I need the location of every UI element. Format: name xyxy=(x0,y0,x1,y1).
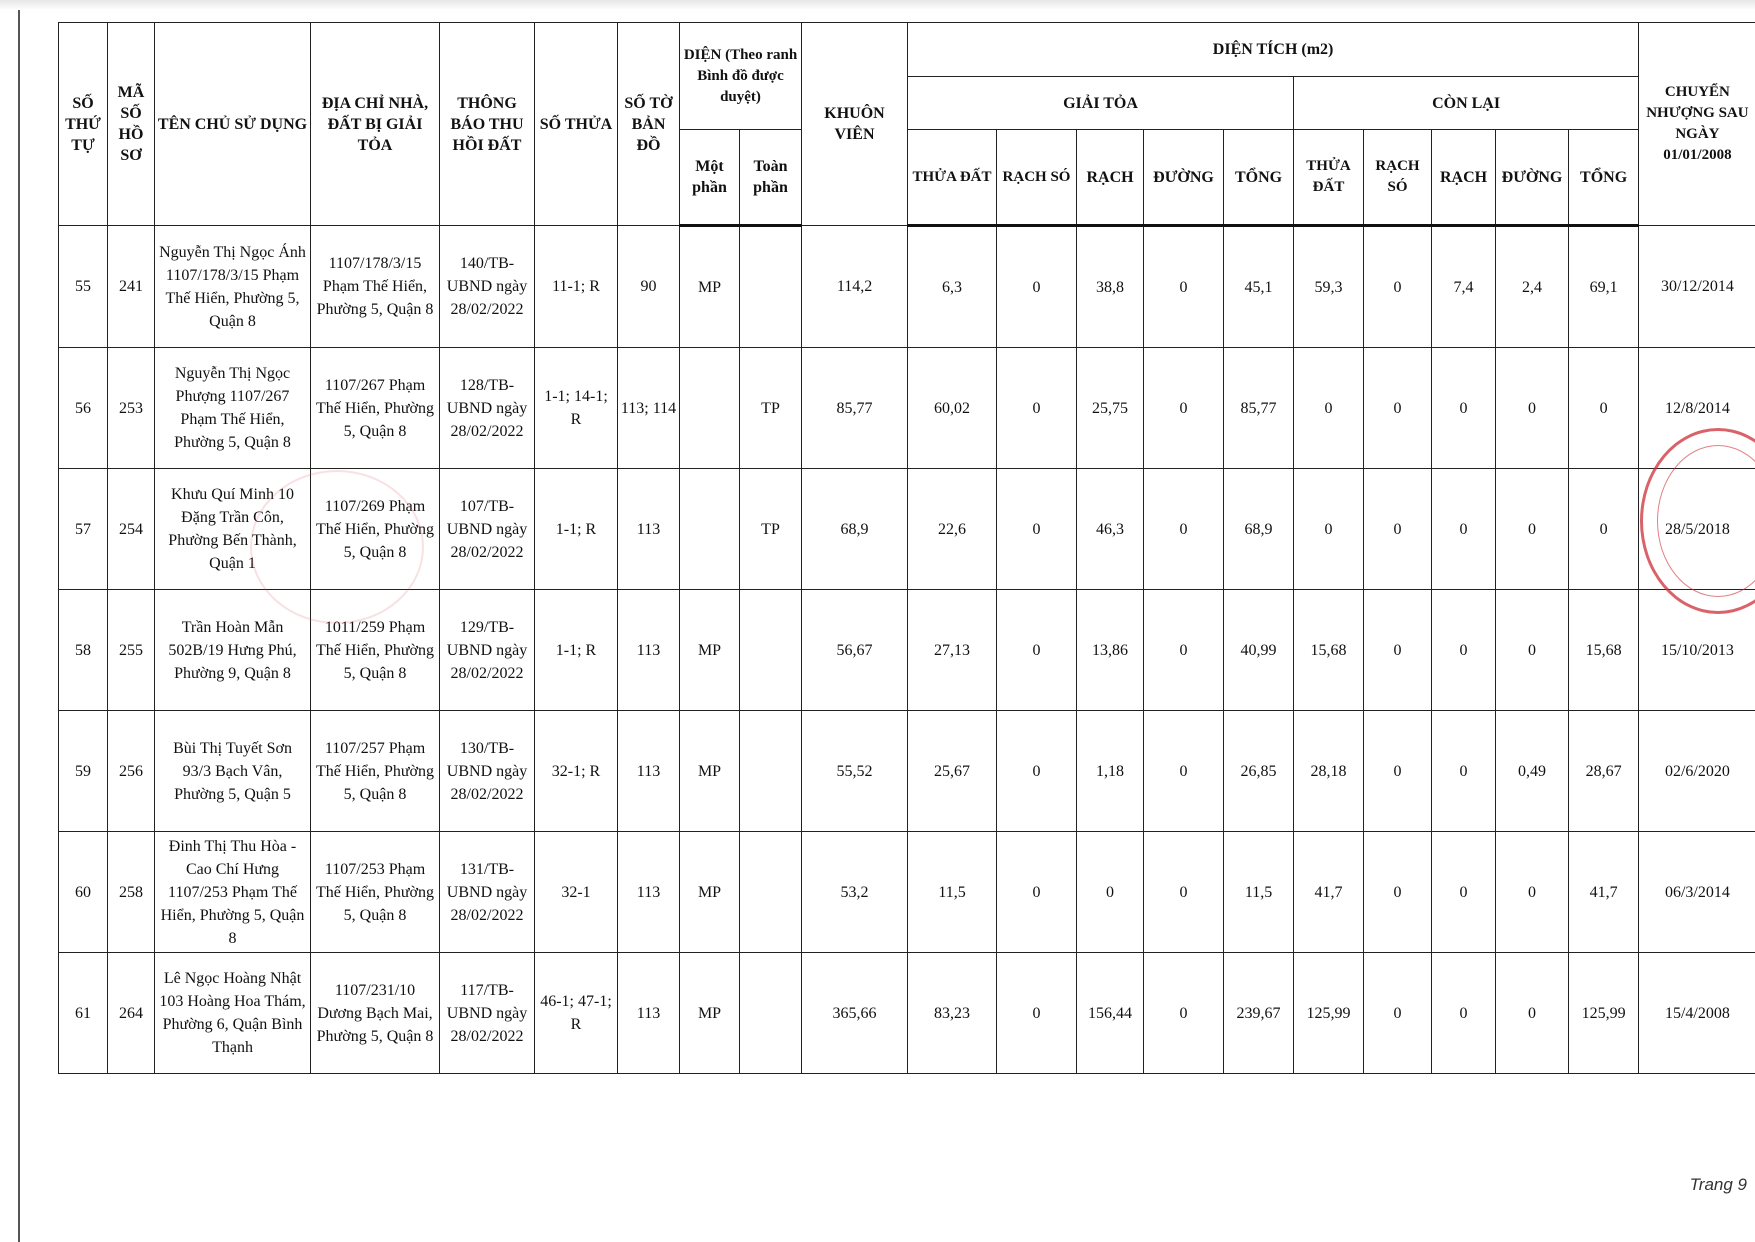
cell-cl-thua: 125,99 xyxy=(1294,953,1364,1074)
cell-cl-duong: 0 xyxy=(1496,953,1569,1074)
cell-toan-phan: TP xyxy=(740,348,802,469)
cell-chuyen-nhuong: 28/5/2018 xyxy=(1639,469,1755,590)
cell-stt: 56 xyxy=(59,348,108,469)
cell-thong-bao: 128/TB-UBND ngày 28/02/2022 xyxy=(440,348,535,469)
cell-cl-tong: 0 xyxy=(1569,469,1639,590)
cell-chuyen-nhuong: 15/4/2008 xyxy=(1639,953,1755,1074)
cell-cl-rach: 7,4 xyxy=(1432,226,1496,348)
cell-gt-tong: 68,9 xyxy=(1224,469,1294,590)
cell-gt-tong: 45,1 xyxy=(1224,226,1294,348)
cell-toan-phan xyxy=(740,832,802,953)
cell-mot-phan: MP xyxy=(680,711,740,832)
cell-thong-bao: 129/TB-UBND ngày 28/02/2022 xyxy=(440,590,535,711)
cell-mot-phan: MP xyxy=(680,226,740,348)
cell-ten: Nguyễn Thị Ngọc Phượng 1107/267 Phạm Thế Hiển, Phường 5, Quận 8 xyxy=(155,348,311,469)
cell-ma: 264 xyxy=(108,953,155,1074)
cell-cl-rach-so: 0 xyxy=(1364,832,1432,953)
table-row xyxy=(59,590,1755,711)
cell-gt-thua: 25,67 xyxy=(908,711,997,832)
cell-thong-bao: 130/TB-UBND ngày 28/02/2022 xyxy=(440,711,535,832)
cell-gt-duong: 0 xyxy=(1144,348,1224,469)
cell-chuyen-nhuong: 12/8/2014 xyxy=(1639,348,1755,469)
cell-cl-thua: 59,3 xyxy=(1294,226,1364,348)
cell-khuon-vien: 365,66 xyxy=(802,953,908,1074)
cell-gt-rach-so: 0 xyxy=(997,832,1077,953)
cell-gt-duong: 0 xyxy=(1144,226,1224,348)
cell-ma: 258 xyxy=(108,832,155,953)
cell-thong-bao: 107/TB-UBND ngày 28/02/2022 xyxy=(440,469,535,590)
cell-cl-rach: 0 xyxy=(1432,832,1496,953)
cell-so-to: 113; 114 xyxy=(618,348,680,469)
header-cl-rach: RẠCH xyxy=(1432,130,1496,226)
cell-cl-rach: 0 xyxy=(1432,469,1496,590)
cell-gt-thua: 27,13 xyxy=(908,590,997,711)
cell-ma: 253 xyxy=(108,348,155,469)
cell-toan-phan xyxy=(740,590,802,711)
cell-khuon-vien: 56,67 xyxy=(802,590,908,711)
cell-gt-thua: 11,5 xyxy=(908,832,997,953)
header-mot-phan: Một phần xyxy=(680,130,740,226)
cell-khuon-vien: 85,77 xyxy=(802,348,908,469)
header-con-lai: CÒN LẠI xyxy=(1294,77,1639,130)
header-cl-thua-dat: THỬA ĐẤT xyxy=(1294,130,1364,226)
table-row xyxy=(59,226,1755,348)
cell-thong-bao: 140/TB-UBND ngày 28/02/2022 xyxy=(440,226,535,348)
cell-gt-duong: 0 xyxy=(1144,832,1224,953)
cell-gt-tong: 85,77 xyxy=(1224,348,1294,469)
cell-ten: Nguyễn Thị Ngọc Ánh 1107/178/3/15 Phạm Thế Hiển, Phường 5, Quận 8 xyxy=(155,226,311,348)
header-chuyen-nhuong: CHUYỂN NHƯỢNG SAU NGÀY 01/01/2008 xyxy=(1639,23,1755,226)
cell-cl-thua: 0 xyxy=(1294,469,1364,590)
cell-thong-bao: 117/TB-UBND ngày 28/02/2022 xyxy=(440,953,535,1074)
header-cl-tong: TỔNG xyxy=(1569,130,1639,226)
cell-so-thua: 46-1; 47-1; R xyxy=(535,953,618,1074)
cell-cl-tong: 28,67 xyxy=(1569,711,1639,832)
cell-stt: 59 xyxy=(59,711,108,832)
header-gt-rach-so: RẠCH SÓ xyxy=(997,130,1077,226)
cell-mot-phan: MP xyxy=(680,953,740,1074)
cell-gt-rach-so: 0 xyxy=(997,590,1077,711)
header-dien-group: DIỆN (Theo ranh Bình đồ được duyệt) xyxy=(680,23,802,130)
cell-so-thua: 1-1; 14-1; R xyxy=(535,348,618,469)
cell-dia-chi: 1107/178/3/15 Phạm Thế Hiển, Phường 5, Quận 8 xyxy=(311,226,440,348)
cell-cl-duong: 0,49 xyxy=(1496,711,1569,832)
header-giai-toa: GIẢI TỎA xyxy=(908,77,1294,130)
table-row xyxy=(59,953,1755,1074)
cell-gt-rach: 156,44 xyxy=(1077,953,1144,1074)
cell-toan-phan xyxy=(740,953,802,1074)
cell-cl-rach-so: 0 xyxy=(1364,953,1432,1074)
cell-gt-tong: 26,85 xyxy=(1224,711,1294,832)
cell-dia-chi: 1107/269 Phạm Thế Hiển, Phường 5, Quận 8 xyxy=(311,469,440,590)
cell-so-to: 113 xyxy=(618,832,680,953)
cell-cl-duong: 0 xyxy=(1496,348,1569,469)
cell-toan-phan: TP xyxy=(740,469,802,590)
header-gt-tong: TỔNG xyxy=(1224,130,1294,226)
header-dia-chi: ĐỊA CHỈ NHÀ, ĐẤT BỊ GIẢI TỎA xyxy=(311,23,440,226)
cell-gt-thua: 83,23 xyxy=(908,953,997,1074)
cell-stt: 61 xyxy=(59,953,108,1074)
header-gt-duong: ĐƯỜNG xyxy=(1144,130,1224,226)
cell-toan-phan xyxy=(740,226,802,348)
cell-stt: 60 xyxy=(59,832,108,953)
cell-gt-duong: 0 xyxy=(1144,590,1224,711)
cell-so-thua: 32-1; R xyxy=(535,711,618,832)
cell-gt-thua: 6,3 xyxy=(908,226,997,348)
header-khuon-vien: KHUÔN VIÊN xyxy=(802,23,908,226)
cell-cl-duong: 0 xyxy=(1496,469,1569,590)
cell-ma: 255 xyxy=(108,590,155,711)
header-so-to: SỐ TỜ BẢN ĐỒ xyxy=(618,23,680,226)
cell-cl-tong: 125,99 xyxy=(1569,953,1639,1074)
cell-cl-rach: 0 xyxy=(1432,348,1496,469)
land-clearance-sheet xyxy=(58,22,1755,1074)
cell-khuon-vien: 68,9 xyxy=(802,469,908,590)
cell-dia-chi: 1107/267 Phạm Thế Hiển, Phường 5, Quận 8 xyxy=(311,348,440,469)
cell-cl-duong: 0 xyxy=(1496,590,1569,711)
cell-thong-bao: 131/TB-UBND ngày 28/02/2022 xyxy=(440,832,535,953)
cell-gt-tong: 40,99 xyxy=(1224,590,1294,711)
cell-gt-tong: 239,67 xyxy=(1224,953,1294,1074)
cell-gt-rach-so: 0 xyxy=(997,348,1077,469)
cell-cl-tong: 15,68 xyxy=(1569,590,1639,711)
cell-ten: Khưu Quí Minh 10 Đặng Trần Côn, Phường Bến Thành, Quận 1 xyxy=(155,469,311,590)
cell-cl-tong: 0 xyxy=(1569,348,1639,469)
table-row xyxy=(59,832,1755,953)
scan-edge-top xyxy=(0,0,1755,10)
cell-mot-phan xyxy=(680,348,740,469)
cell-cl-rach: 0 xyxy=(1432,590,1496,711)
cell-dia-chi: 1107/257 Phạm Thế Hiển, Phường 5, Quận 8 xyxy=(311,711,440,832)
cell-gt-rach: 38,8 xyxy=(1077,226,1144,348)
cell-gt-rach-so: 0 xyxy=(997,469,1077,590)
cell-gt-thua: 60,02 xyxy=(908,348,997,469)
cell-cl-rach-so: 0 xyxy=(1364,711,1432,832)
page-number: Trang 9 xyxy=(1689,1175,1747,1194)
cell-mot-phan xyxy=(680,469,740,590)
cell-cl-rach-so: 0 xyxy=(1364,348,1432,469)
header-gt-thua-dat: THỬA ĐẤT xyxy=(908,130,997,226)
cell-stt: 57 xyxy=(59,469,108,590)
cell-cl-rach-so: 0 xyxy=(1364,226,1432,348)
header-stt: SỐ THỨ TỰ xyxy=(59,23,108,226)
cell-cl-tong: 41,7 xyxy=(1569,832,1639,953)
cell-cl-rach: 0 xyxy=(1432,953,1496,1074)
cell-stt: 58 xyxy=(59,590,108,711)
header-toan-phan: Toàn phần xyxy=(740,130,802,226)
table-body xyxy=(59,226,1755,1074)
cell-gt-rach-so: 0 xyxy=(997,953,1077,1074)
cell-gt-duong: 0 xyxy=(1144,953,1224,1074)
cell-ma: 241 xyxy=(108,226,155,348)
cell-gt-tong: 11,5 xyxy=(1224,832,1294,953)
cell-gt-rach: 25,75 xyxy=(1077,348,1144,469)
cell-gt-rach: 0 xyxy=(1077,832,1144,953)
cell-khuon-vien: 53,2 xyxy=(802,832,908,953)
cell-cl-thua: 0 xyxy=(1294,348,1364,469)
header-cl-rach-so: RẠCH SÓ xyxy=(1364,130,1432,226)
cell-ma: 256 xyxy=(108,711,155,832)
cell-khuon-vien: 55,52 xyxy=(802,711,908,832)
header-gt-rach: RẠCH xyxy=(1077,130,1144,226)
cell-so-to: 113 xyxy=(618,711,680,832)
header-so-thua: SỐ THỬA xyxy=(535,23,618,226)
land-clearance-table xyxy=(58,22,1755,1074)
table-header xyxy=(59,23,1755,226)
cell-so-thua: 1-1; R xyxy=(535,469,618,590)
cell-so-thua: 32-1 xyxy=(535,832,618,953)
cell-so-thua: 11-1; R xyxy=(535,226,618,348)
cell-toan-phan xyxy=(740,711,802,832)
cell-dia-chi: 1107/253 Phạm Thế Hiển, Phường 5, Quận 8 xyxy=(311,832,440,953)
cell-gt-rach: 13,86 xyxy=(1077,590,1144,711)
cell-gt-duong: 0 xyxy=(1144,469,1224,590)
cell-gt-duong: 0 xyxy=(1144,711,1224,832)
cell-so-thua: 1-1; R xyxy=(535,590,618,711)
cell-so-to: 113 xyxy=(618,469,680,590)
cell-khuon-vien: 114,2 xyxy=(802,226,908,348)
cell-stt: 55 xyxy=(59,226,108,348)
cell-mot-phan: MP xyxy=(680,590,740,711)
cell-chuyen-nhuong: 02/6/2020 xyxy=(1639,711,1755,832)
cell-gt-rach: 46,3 xyxy=(1077,469,1144,590)
header-thong-bao: THÔNG BÁO THU HỒI ĐẤT xyxy=(440,23,535,226)
cell-chuyen-nhuong: 15/10/2013 xyxy=(1639,590,1755,711)
cell-chuyen-nhuong: 06/3/2014 xyxy=(1639,832,1755,953)
cell-ten: Trần Hoàn Mẫn 502B/19 Hưng Phú, Phường 9, Quận 8 xyxy=(155,590,311,711)
header-ten-chu: TÊN CHỦ SỬ DỤNG xyxy=(155,23,311,226)
table-row xyxy=(59,348,1755,469)
cell-so-to: 113 xyxy=(618,590,680,711)
cell-so-to: 113 xyxy=(618,953,680,1074)
cell-dia-chi: 1107/231/10 Dương Bạch Mai, Phường 5, Quận 8 xyxy=(311,953,440,1074)
cell-gt-rach-so: 0 xyxy=(997,226,1077,348)
table-row xyxy=(59,469,1755,590)
header-ma-ho-so: MÃ SỐ HỒ SƠ xyxy=(108,23,155,226)
cell-cl-rach-so: 0 xyxy=(1364,469,1432,590)
cell-cl-duong: 0 xyxy=(1496,832,1569,953)
cell-gt-rach-so: 0 xyxy=(997,711,1077,832)
cell-cl-rach: 0 xyxy=(1432,711,1496,832)
header-dien-tich-group: DIỆN TÍCH (m2) xyxy=(908,23,1639,77)
cell-ten: Bùi Thị Tuyết Sơn 93/3 Bạch Vân, Phường 5, Quận 5 xyxy=(155,711,311,832)
cell-cl-thua: 41,7 xyxy=(1294,832,1364,953)
cell-gt-thua: 22,6 xyxy=(908,469,997,590)
cell-ma: 254 xyxy=(108,469,155,590)
header-cl-duong: ĐƯỜNG xyxy=(1496,130,1569,226)
cell-mot-phan: MP xyxy=(680,832,740,953)
cell-dia-chi: 1011/259 Phạm Thế Hiển, Phường 5, Quận 8 xyxy=(311,590,440,711)
cell-so-to: 90 xyxy=(618,226,680,348)
cell-cl-duong: 2,4 xyxy=(1496,226,1569,348)
cell-chuyen-nhuong: 30/12/2014 xyxy=(1639,226,1755,348)
cell-cl-thua: 15,68 xyxy=(1294,590,1364,711)
cell-ten: Lê Ngọc Hoàng Nhật 103 Hoàng Hoa Thám, Phường 6, Quận Bình Thạnh xyxy=(155,953,311,1074)
cell-ten: Đinh Thị Thu Hòa - Cao Chí Hưng 1107/253 Phạm Thế Hiển, Phường 5, Quận 8 xyxy=(155,832,311,953)
cell-gt-rach: 1,18 xyxy=(1077,711,1144,832)
cell-cl-tong: 69,1 xyxy=(1569,226,1639,348)
table-row xyxy=(59,711,1755,832)
cell-cl-thua: 28,18 xyxy=(1294,711,1364,832)
cell-cl-rach-so: 0 xyxy=(1364,590,1432,711)
scan-edge-left xyxy=(18,10,20,1242)
